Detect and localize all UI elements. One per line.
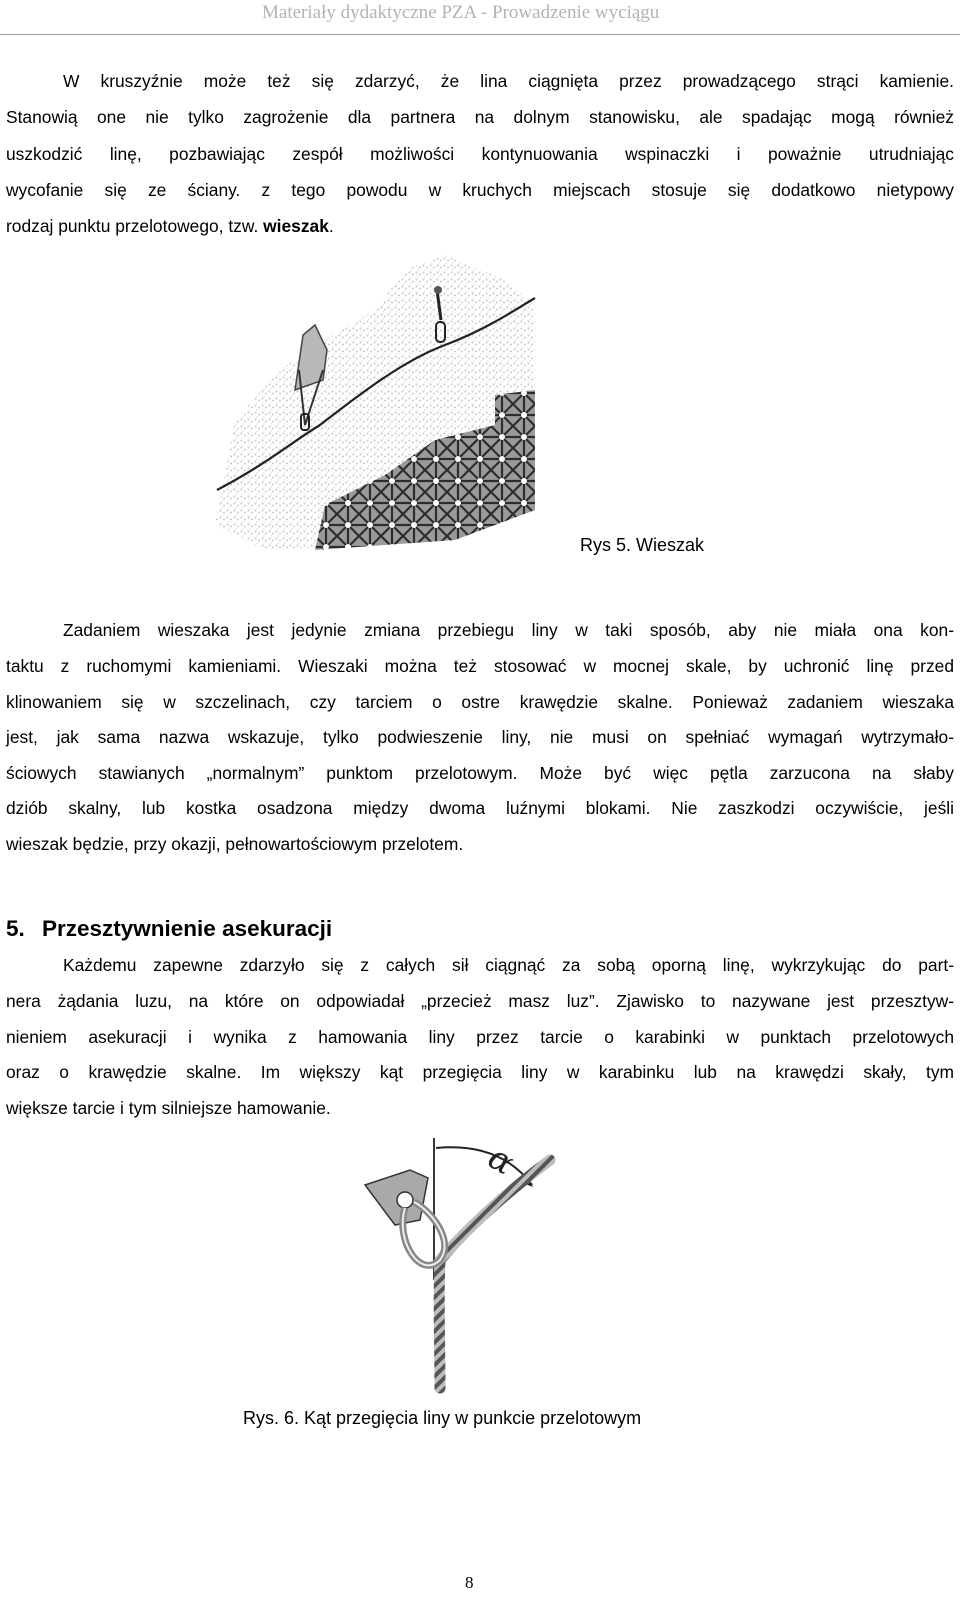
paragraph-line: rodzaj punktu przelotowego, tzw. wieszak.	[6, 216, 334, 236]
paragraph-line: większe tarcie i tym silniejsze hamowanie.	[6, 1098, 331, 1118]
paragraph-line: taktu z ruchomymi kamieniami. Wieszaki można też stosować w mocnej skale, by uchronić linę przed	[6, 656, 954, 676]
figure-hanger-illustration	[205, 250, 545, 555]
figure-6-caption: Rys. 6. Kąt przegięcia liny w punkcie przelotowym	[243, 1408, 642, 1428]
header-title: Materiały dydaktyczne PZA - Prowadzenie wyciągu	[262, 2, 660, 23]
paragraph-line: uszkodzić linę, pozbawiając zespół możliwości kontynuowania wspinaczki i poważnie utrudniając	[6, 144, 954, 164]
paragraph-line: Każdemu zapewne zdarzyło się z całych sił ciągnąć za sobą oporną linę, wykrzykując do part-	[63, 955, 954, 975]
rope-lower	[439, 1260, 440, 1388]
page-header	[0, 0, 960, 36]
paragraph-line: Zadaniem wieszaka jest jedynie zmiana przebiegu liny w taki sposób, aby nie miała ona kon-	[63, 620, 954, 640]
paragraph-line: klinowaniem się w szczelinach, czy tarciem o ostre krawędzie skalne. Ponieważ zadaniem wieszaka	[6, 692, 954, 712]
paragraph-line: wieszak będzie, przy okazji, pełnowartościowym przelotem.	[6, 834, 464, 854]
page-number: 8	[465, 1573, 474, 1592]
header-rule	[0, 34, 960, 35]
paragraph-line: Stanowią one nie tylko zagrożenie dla partnera na dolnym stanowisku, ale spadając mogą również	[6, 107, 954, 127]
term-wieszak: wieszak	[263, 216, 329, 236]
paragraph-line: dziób skalny, lub kostka osadzona między dwoma luźnymi blokami. Nie zaszkodzi oczywiście, jeśli	[6, 798, 954, 818]
angle-symbol: α	[481, 1137, 522, 1184]
paragraph-line: nieniem asekuracji i wynika z hamowania liny przez tarcie o karabinki w punktach przelotowych	[6, 1027, 954, 1047]
paragraph-line: ściowych stawianych „normalnym” punktom przelotowym. Może być więc pętla zarzucona na słaby	[6, 763, 954, 783]
figure-5-caption: Rys 5. Wieszak	[580, 535, 705, 555]
paragraph-line: jest, jak sama nazwa wskazuje, tylko podwieszenie liny, nie musi on spełniać wymagań wytrzymało-	[6, 727, 954, 747]
paragraph-line: wycofanie się ze ściany. z tego powodu w kruchych miejscach stosuje się dodatkowo nietypowy	[6, 180, 954, 200]
figure-rope-angle-illustration	[350, 1130, 590, 1395]
piton-hanger	[365, 1170, 428, 1225]
paragraph-line: W kruszyźnie może też się zdarzyć, że lina ciągnięta przez prowadzącego strąci kamienie.	[63, 71, 954, 91]
section-heading	[6, 916, 332, 942]
paragraph-line: nera żądania luzu, na które on odpowiadał „przecież masz luz”. Zjawisko to nazywane jest przesztyw-	[6, 991, 954, 1011]
paragraph-line: oraz o krawędzie skalne. Im większy kąt przegięcia liny w karabinku lub na krawędzi skały, tym	[6, 1062, 954, 1082]
section-title: Przesztywnienie asekuracji	[42, 916, 333, 941]
section-number: 5.	[6, 916, 25, 941]
